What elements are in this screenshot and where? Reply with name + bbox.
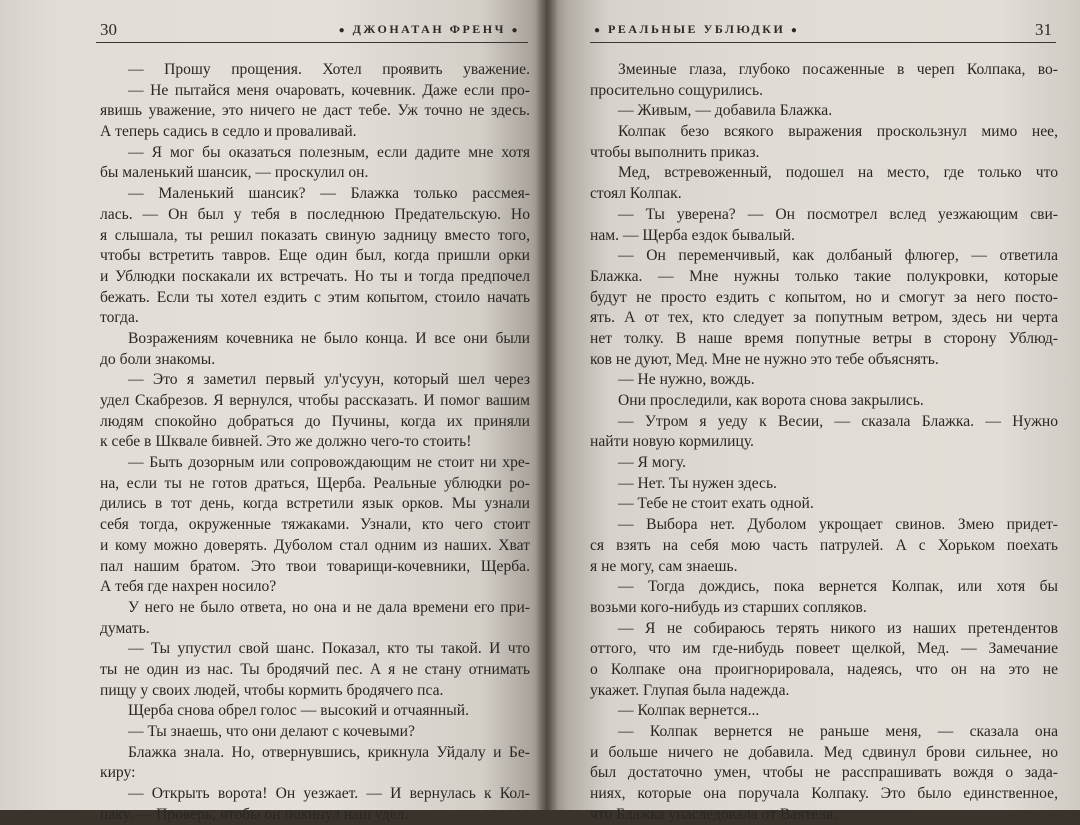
book-gutter xyxy=(536,0,558,810)
text-line: киру: xyxy=(100,764,136,782)
text-line: ков не дуют, Мед. Мне не нужно это тебе объяснять. xyxy=(590,350,939,368)
text-line: лась. — Он был у тебя в последнюю Предательскую. Но xyxy=(100,205,530,223)
text-line: А тебя где нахрен носило? xyxy=(100,578,277,596)
right-page xyxy=(546,0,1080,823)
text-line: — Не пытайся меня очаровать, кочевник. Даже если про- xyxy=(128,81,530,99)
left-running-header xyxy=(96,14,528,43)
text-line: — Я могу. xyxy=(618,454,686,472)
text-line: — Ты упустил свой шанс. Показал, кто ты такой. И что xyxy=(128,640,530,658)
text-line: — Колпак вернется... xyxy=(618,702,760,720)
text-line: просительно сощурились. xyxy=(590,81,763,99)
text-line: и больше ничего не добавила. Мед сдвинул брови сильнее, но xyxy=(590,743,1058,761)
right-running-title xyxy=(594,22,799,37)
text-line: Возражениям кочевника не было конца. И все они были xyxy=(128,329,530,347)
text-line: будут не просто ездить с копытом, но и смогут за него посто- xyxy=(590,288,1058,306)
text-line: до боли знакомы. xyxy=(100,350,216,368)
text-line: — Не нужно, вождь. xyxy=(618,371,755,389)
text-line: — Быть дозорным или сопровождающим не стоит ни хре- xyxy=(128,454,530,472)
text-line: А теперь садись в седло и проваливай. xyxy=(100,123,357,141)
right-page-number: 31 xyxy=(1035,20,1052,39)
text-line: пал нашим братом. Это твои товарищи-кочевники, Щерба. xyxy=(100,557,530,575)
text-line: Блажка знала. Но, отвернувшись, крикнула Уйдалу и Бе- xyxy=(128,743,530,761)
text-line: чтобы выполнить приказ. xyxy=(590,143,760,161)
text-line: нам. — Щерба ездок бывалый. xyxy=(590,226,795,244)
text-line: людям спокойно добраться до Пучины, когда их приняли xyxy=(100,412,530,430)
left-running-title xyxy=(339,22,520,37)
text-line: я слышала, ты решил показать свиную задницу вместо того, xyxy=(100,226,530,244)
bullet-icon: ● xyxy=(790,25,800,36)
text-line: удел Скабрезов. Я вернулся, чтобы рассказать. И помог вашим xyxy=(100,392,530,409)
text-line: явишь уважение, это ничего не даст тебе. Уж точно не здесь. xyxy=(100,102,530,120)
left-page-text xyxy=(100,60,530,825)
author-name: ДЖОНАТАН ФРЕНЧ xyxy=(352,22,506,36)
text-line: возьми кого-нибудь из старших сопляков. xyxy=(590,598,867,616)
text-line: на, если ты не готов драться, Щерба. Реальные ублюдки ро- xyxy=(100,474,530,492)
text-line: дились в тот день, когда встретили язык орков. Мы узнали xyxy=(100,495,530,513)
text-line: — Тогда дождись, пока вернется Колпак, или хотя бы xyxy=(618,578,1058,596)
text-line: — Ты уверена? — Он посмотрел вслед уезжающим сви- xyxy=(618,205,1058,223)
bullet-icon: ● xyxy=(594,25,603,36)
text-line: пищу у своих людей, чтобы кормить бродячего пса. xyxy=(100,681,444,699)
text-line: — Прошу прощения. Хотел проявить уважение. xyxy=(128,61,530,78)
text-line: — Нет. Ты нужен здесь. xyxy=(618,474,777,492)
text-line: — Тебе не стоит ехать одной. xyxy=(618,495,814,513)
text-line: чтобы встретить тавров. Еще один был, когда пришли орки xyxy=(100,247,530,265)
text-line: Щерба снова обрел голос — высокий и отчаянный. xyxy=(128,702,469,720)
text-line: найти новую кормилицу. xyxy=(590,433,754,451)
text-line: что Блажка унаследовала от Ваятеля. xyxy=(590,805,837,823)
text-line: нет толку. В наше время попутные ветры в сторону Ублюд- xyxy=(590,329,1058,347)
text-line: — Маленький шансик? — Блажка только рассмея- xyxy=(128,185,530,203)
text-line: — Он переменчивый, как долбаный флюгер, — ответила xyxy=(618,247,1058,265)
text-line: ять. А от тех, кто следует за попутным ветром, здесь ни черта xyxy=(590,309,1058,327)
text-line: бы маленький шансик, — проскулил он. xyxy=(100,164,369,182)
text-line: думать. xyxy=(100,619,150,637)
text-line: о Колпаке она проигнорировала, надеясь, что он на это не xyxy=(590,660,1058,678)
text-line: к себе в Шквале бивней. Это же должно чего-то стоить! xyxy=(100,433,472,451)
left-page-number: 30 xyxy=(100,20,117,39)
text-line: и кому можно доверять. Дуболом стал одним из наших. Хват xyxy=(100,536,530,554)
text-line: — Живым, — добавила Блажка. xyxy=(618,102,833,120)
text-line: — Ты знаешь, что они делают с кочевыми? xyxy=(128,723,415,740)
right-page-text xyxy=(590,60,1058,825)
text-line: паку. — Проверь, чтобы он покинул наш удел. xyxy=(100,805,409,823)
text-line: бежать. Если ты хотел ездить с этим копытом, стоило начать xyxy=(100,288,530,306)
text-line: укажет. Глупая была надежда. xyxy=(590,681,790,699)
text-line: оттого, что им где-нибудь повеет щелкой, Мед. — Замечание xyxy=(590,640,1058,658)
text-line: У него не было ответа, но она и не дала времени его при- xyxy=(128,598,530,616)
text-line: — Утром я уеду к Весии, — сказала Блажка. — Нужно xyxy=(618,412,1058,430)
text-line: ся взять на себя мою часть патрулей. А с Хорьком поехать xyxy=(590,536,1058,554)
text-line: — Колпак вернется не раньше меня, — сказала она xyxy=(618,723,1058,740)
text-line: — Я мог бы оказаться полезным, если дадите мне хотя xyxy=(128,143,530,161)
bullet-icon: ● xyxy=(511,25,520,36)
book-title: РЕАЛЬНЫЕ УБЛЮДКИ xyxy=(608,22,786,36)
text-line: — Выбора нет. Дуболом укрощает свинов. Змею придет- xyxy=(618,516,1058,534)
text-line: тогда. xyxy=(100,309,139,327)
text-line: был достаточно умен, чтобы не расспрашивать вождя о зада- xyxy=(590,764,1058,782)
text-line: я не могу, сам знаешь. xyxy=(590,557,738,575)
text-line: и Ублюдки поскакали их встречать. Но ты и тогда предпочел xyxy=(100,267,530,285)
text-line: — Открыть ворота! Он уезжает. — И вернулась к Кол- xyxy=(128,785,530,803)
text-line: ты не один из нас. Ты бродячий пес. А я не стану отнимать xyxy=(100,660,530,678)
text-line: Змеиные глаза, глубоко посаженные в череп Колпака, во- xyxy=(618,61,1058,78)
right-running-header xyxy=(590,14,1056,43)
bullet-icon: ● xyxy=(338,25,348,36)
text-line: — Это я заметил первый ул'усуун, который шел через xyxy=(128,371,530,389)
text-line: Колпак безо всякого выражения проскользнул мимо нее, xyxy=(618,123,1058,141)
text-line: себя тогда, окруженные тяжаками. Узнали, кто чего стоит xyxy=(100,516,530,534)
text-line: Мед, встревоженный, подошел на место, где только что xyxy=(618,164,1058,182)
text-line: Блажка. — Мне нужны только такие полукровки, которые xyxy=(590,267,1058,285)
text-line: — Я не собираюсь терять никого из наших претендентов xyxy=(618,619,1058,637)
text-line: стоял Колпак. xyxy=(590,185,682,203)
text-line: Они проследили, как ворота снова закрылись. xyxy=(618,392,924,409)
text-line: ниях, которые она поручала Колпаку. Это было единственное, xyxy=(590,785,1058,803)
